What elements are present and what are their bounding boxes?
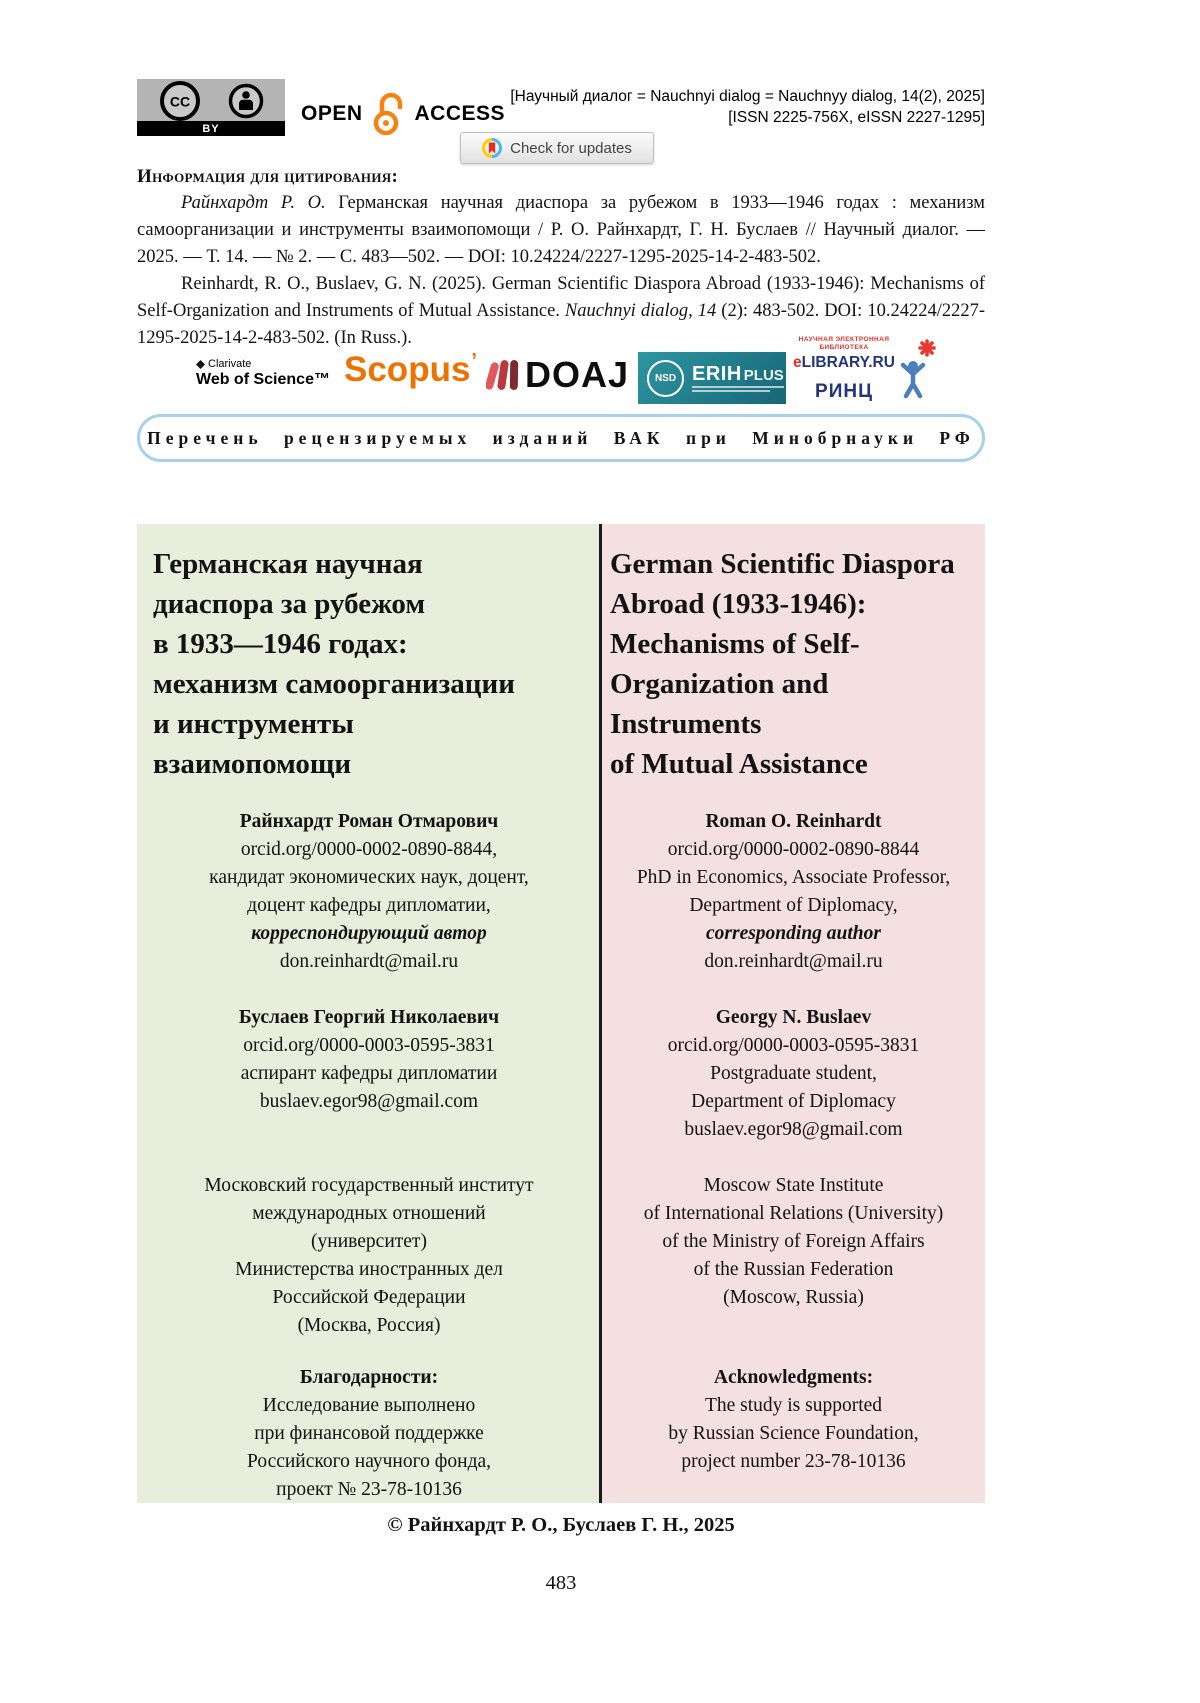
- citation-en-text-end: (2): 483-502. DOI: 10.24224/2227-1295-2025-14-2-483-502. (In Russ.).: [137, 301, 986, 348]
- author1-details-english: orcid.org/0000-0002-0890-8844 PhD in Economics, Associate Professor, Department of Diplomacy,: [636, 839, 951, 916]
- open-lock-icon: [371, 92, 407, 136]
- erih-plus-label: PLUS: [743, 367, 784, 384]
- author2-details-english: orcid.org/0000-0003-0595-3831 Postgraduate student, Department of Diplomacy buslaev.egor98@gmail.com: [667, 1035, 920, 1140]
- journal-title-line: [Научный диалог = Nauchnyi dialog = Nauchnyy dialog, 14(2), 2025]: [510, 88, 985, 105]
- web-of-science-logo: [196, 358, 330, 389]
- acknowledgments-text-russian: Исследование выполнено при финансовой поддержке Российского научного фонда, проект № 23-78-10136: [246, 1395, 492, 1500]
- citation-en-text-start: Reinhardt, R. O., Buslaev, G. N. (2025). German Scientific Diaspora Abroad (1933-1946): Mechanisms of Self-Organization and Instruments of Mutual Assistance.: [137, 274, 985, 321]
- clarivate-line: [196, 358, 330, 370]
- title-author-columns: [137, 524, 985, 1503]
- doaj-logo: [486, 354, 629, 396]
- journal-issn-line: [ISSN 2225-756X, eISSN 2227-1295]: [728, 109, 985, 126]
- doaj-label: DOAJ: [525, 354, 630, 395]
- clarivate-label: Clarivate: [208, 358, 252, 370]
- scopus-mark: ’: [471, 350, 477, 372]
- author1-name-english: Roman O. Reinhardt: [705, 811, 882, 832]
- rinc-label: РИНЦ: [815, 381, 873, 402]
- cc-badge-circles: [137, 79, 285, 123]
- erih-plus-text: [692, 364, 784, 392]
- svg-text:CC: CC: [169, 93, 190, 110]
- person-attribution-icon: [228, 83, 264, 119]
- scopus-label: Scopus: [344, 350, 471, 389]
- cc-by-label: BY: [137, 121, 285, 136]
- erih-subtitle-lines: [692, 386, 784, 392]
- open-access-word-access: ACCESS: [414, 102, 506, 125]
- clarivate-icon: [196, 360, 205, 369]
- nsd-icon: NSD: [647, 360, 684, 397]
- author1-role-english: corresponding author: [705, 923, 881, 944]
- indexing-logos-row: [137, 336, 985, 414]
- citation-ru-authors: Райнхардт Р. О.: [181, 193, 326, 213]
- erih-label: ERIH: [692, 363, 742, 385]
- affiliation-english: Moscow State Institute of International Relations (University) of the Ministry of Foreign Affairs of the Russian Federation (Moscow, Russia): [643, 1175, 944, 1308]
- journal-info: [510, 86, 985, 128]
- author1-email-russian: don.reinhardt@mail.ru: [279, 951, 459, 972]
- copyright-line: © Райнхардт Р. О., Буслаев Г. Н., 2025: [387, 1514, 735, 1536]
- citation-heading: Информация для цитирования:: [137, 166, 399, 187]
- author1-block-russian: [153, 808, 585, 976]
- cc-by-license-badge: [137, 79, 285, 136]
- author1-details-russian: orcid.org/0000-0002-0890-8844, кандидат экономических наук, доцент, доцент кафедры дипломатии,: [209, 839, 529, 916]
- author2-block-english: [610, 1004, 977, 1144]
- article-title-russian: Германская научная диаспора за рубежом в 1933—1946 годах: механизм самоорганизации и инструменты взаимопомощи: [153, 548, 515, 780]
- article-title-english: German Scientific Diaspora Abroad (1933-1946): Mechanisms of Self- Organization and Instruments of Mutual Assistance: [610, 548, 955, 780]
- check-for-updates-label: Check for updates: [510, 139, 632, 157]
- scopus-logo: [344, 350, 477, 390]
- elibrary-rinc-logo: [790, 336, 898, 403]
- check-for-updates-button[interactable]: [460, 132, 654, 164]
- acknowledgments-heading-russian: Благодарности:: [299, 1367, 439, 1388]
- author1-block-english: [610, 808, 977, 976]
- doaj-petals-icon: [486, 356, 520, 394]
- citation-en-journal: Nauchnyi dialog, 14: [564, 301, 717, 321]
- english-column: [602, 524, 985, 1503]
- citation-block: [137, 163, 985, 352]
- author2-block-russian: [153, 1004, 585, 1116]
- acknowledgments-text-english: The study is supported by Russian Science Foundation, project number 23-78-10136: [668, 1395, 919, 1472]
- rinc-person-icon: [899, 338, 937, 405]
- author1-role-russian: корреспондирующий автор: [251, 923, 487, 944]
- author1-name-russian: Райнхардт Роман Отмарович: [239, 811, 499, 832]
- acknowledgments-heading-english: Acknowledgments:: [713, 1367, 874, 1388]
- author2-name-english: Georgy N. Buslaev: [715, 1007, 872, 1028]
- vak-banner: Перечень рецензируемых изданий ВАК при Минобрнауки РФ: [137, 414, 985, 462]
- author2-details-russian: orcid.org/0000-0003-0595-3831 аспирант кафедры дипломатии buslaev.egor98@gmail.com: [240, 1035, 498, 1112]
- erih-plus-logo: [638, 352, 786, 404]
- citation-ru-text: Германская научная диаспора за рубежом в 1933—1946 годах : механизм самоорганизации и инструменты взаимопомощи / Р. О. Райнхардт, Г. Н. Буслаев // Научный диалог. — 2025. — Т. 14. — № 2. — С. 483—502. — DOI: 10.24224/2227-1295-2025-14-2-483-502.: [137, 193, 985, 267]
- affiliation-russian: Московский государственный институт международных отношений (университет) Министерства иностранных дел Российской Федерации (Москва, Россия): [204, 1175, 534, 1336]
- author2-name-russian: Буслаев Георгий Николаевич: [238, 1007, 500, 1028]
- acknowledgments-english: [610, 1364, 977, 1476]
- web-of-science-label: Web of Science™: [196, 371, 330, 388]
- open-access-logo: [301, 92, 505, 136]
- citation-russian: [137, 190, 985, 271]
- cc-icon: [159, 80, 201, 122]
- page-number: 483: [545, 1572, 577, 1594]
- open-access-word-open: OPEN: [301, 102, 363, 125]
- russian-column: [137, 524, 599, 1503]
- elibrary-label: eLIBRARY.RU: [793, 354, 895, 371]
- author1-email-english: don.reinhardt@mail.ru: [704, 951, 883, 972]
- elibrary-small-text: НАУЧНАЯ ЭЛЕКТРОННАЯ БИБЛИОТЕКА: [798, 336, 890, 351]
- acknowledgments-russian: [153, 1364, 585, 1504]
- crossmark-icon: [482, 138, 502, 158]
